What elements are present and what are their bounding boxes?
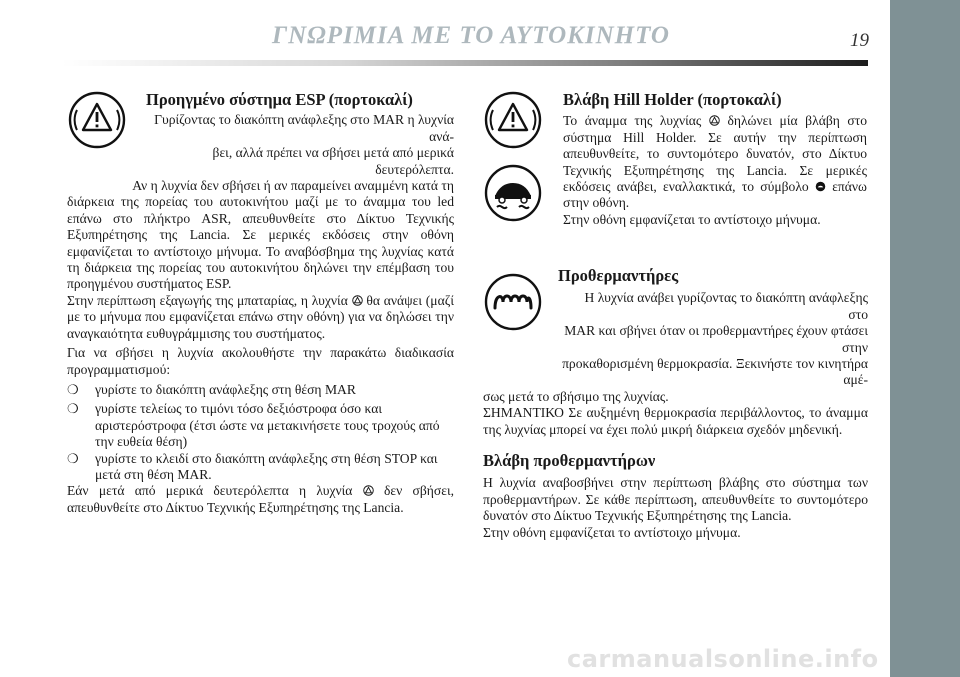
battery-text-b: θα ανάψει (μαζί με το μήνυμα που εμφανίζεται επάνω στην οθόνη) για να δηλώσει την αναγκαιότητα ευθυγράμμισης του συστήματος. <box>67 292 455 341</box>
warning-inline-icon <box>363 485 374 496</box>
page-header-title: ΓΝΩΡΙΜΙΑ ΜΕ ΤΟ ΑΥΤΟΚΙΝΗΤΟ <box>272 22 670 49</box>
glow-plug-note: ΣΗΜΑΝΤΙΚΟ Σε αυξημένη θερμοκρασία περιβάλλοντος, το άναμμα της λυχνίας μπορεί να έχει πολύ μικρή διάρκεια σχεδόν μηδενική. <box>483 405 868 437</box>
hill-holder-message: Στην οθόνη εμφανίζεται το αντίστοιχο μήνυμα. <box>563 211 821 227</box>
skidding-car-inline-icon <box>815 181 826 192</box>
procedure-intro: Για να σβήσει η λυχνία ακολουθήστε την παρακάτω διαδικασία προγραμματισμού: <box>67 345 454 377</box>
header-rule <box>62 60 868 66</box>
list-item: ❍ γυρίστε τελείως το τιμόνι τόσο δεξιόστροφα όσο και αριστερόστροφα (έτσι ώστε να μετακινήσετε τους τροχούς από την ευθεία θέση) <box>67 401 440 450</box>
warning-inline-icon <box>709 115 720 126</box>
bullet-icon: ❍ <box>67 401 79 417</box>
hill-holder-section <box>563 92 867 228</box>
battery-text-a: Στην περίπτωση εξαγωγής της μπαταρίας, η λυχνία <box>67 292 348 308</box>
glow-plug-line-4: σως μετά το σβήσιμο της λυχνίας. <box>483 388 669 404</box>
warning-inline-icon <box>352 295 363 306</box>
closing-paragraph: Εάν μετά από μερικά δευτερόλεπτα η λυχνία δεν σβήσει, απευθυνθείτε στο Δίκτυο Τεχνικής Εξυπηρέτησης της Lancia. <box>67 483 455 515</box>
glow-plug-line-3: προκαθορισμένη θερμοκρασία. Ξεκινήστε τον κινητήρα αμέ- <box>562 356 868 388</box>
esp-paragraph: διάρκεια της πορείας του αυτοκινήτου μαζί με το άναμμα του led επάνω στο πλήκτρο ASR, απευθυνθείτε στο Δίκτυο Τεχνικής Εξυπηρέτησης της Lancia. Σε μερικές εκδόσεις στην οθόνη εμφανίζεται το αντίστοιχο μήνυμα. Το αναβόσβημα της λυχνίας κατά τη διάρκεια της πορείας του αυτοκινήτου δηλώνει την επέμβαση του προηγμένου συστήματος ESP. <box>67 194 454 292</box>
glow-plug-fault-heading: Βλάβη προθερμαντήρων <box>483 451 656 471</box>
list-item: ❍ γυρίστε το διακόπτη ανάφλεξης στη θέση MAR <box>67 381 356 397</box>
glow-plug-section <box>483 268 868 541</box>
skidding-car-icon <box>483 163 543 223</box>
procedure-steps <box>67 382 454 483</box>
hill-holder-paragraph: Το άναμμα της λυχνίας δηλώνει μία βλάβη στο σύστημα Hill Holder. Σε αυτήν την περίπτωση απευθυνθείτε, το συντομότερο δυνατόν, στο Δίκτυο Τεχνικής Εξυπηρέτησης της Lancia. Σε μερικές εκδόσεις ανάβει, εναλλακτικά, το σύμβολο επάνω στην οθόνη. <box>563 113 867 211</box>
watermark: carmanualsonline.info <box>567 645 879 673</box>
page-number: 19 <box>850 30 869 51</box>
hill-holder-heading: Βλάβη Hill Holder (πορτοκαλί) <box>563 90 782 109</box>
esp-line-3: Αν η λυχνία δεν σβήσει ή αν παραμείνει αναμμένη κατά τη <box>132 178 454 194</box>
bullet-icon: ❍ <box>67 381 79 397</box>
left-column <box>67 92 454 516</box>
glow-plug-fault-message: Στην οθόνη εμφανίζεται το αντίστοιχο μήνυμα. <box>483 524 741 540</box>
esp-line-1: Γυρίζοντας το διακόπτη ανάφλεξης στο MAR η λυχνία ανά- <box>154 112 454 144</box>
esp-heading: Προηγμένο σύστημα ESP (πορτοκαλί) <box>146 90 413 109</box>
side-tab-strip <box>890 0 960 677</box>
esp-line-2: βει, αλλά πρέπει να σβήσει μετά από μερικά δευτερόλεπτα. <box>212 145 454 177</box>
glow-plug-heading: Προθερμαντήρες <box>558 266 679 285</box>
glow-plug-line-1: Η λυχνία ανάβει γυρίζοντας το διακόπτη ανάφλεξης στο <box>584 290 868 322</box>
bullet-icon: ❍ <box>67 450 79 466</box>
glow-plug-line-2: MAR και σβήνει όταν οι προθερμαντήρες έχουν φτάσει στην <box>564 323 868 355</box>
battery-paragraph <box>67 293 454 342</box>
hill-holder-warning-icon <box>483 90 543 150</box>
glow-plug-fault-paragraph: Η λυχνία αναβοσβήνει στην περίπτωση βλάβης στο σύστημα των προθερμαντήρων. Σε κάθε περίπτωση, απευθυνθείτε το συντομότερο δυνατόν στο Δίκτυο Τεχνικής Εξυπηρέτησης της Lancia. <box>483 475 868 524</box>
list-item: ❍ γυρίστε το κλειδί στο διακόπτη ανάφλεξης στη θέση STOP και μετά στη θέση MAR. <box>67 450 438 482</box>
